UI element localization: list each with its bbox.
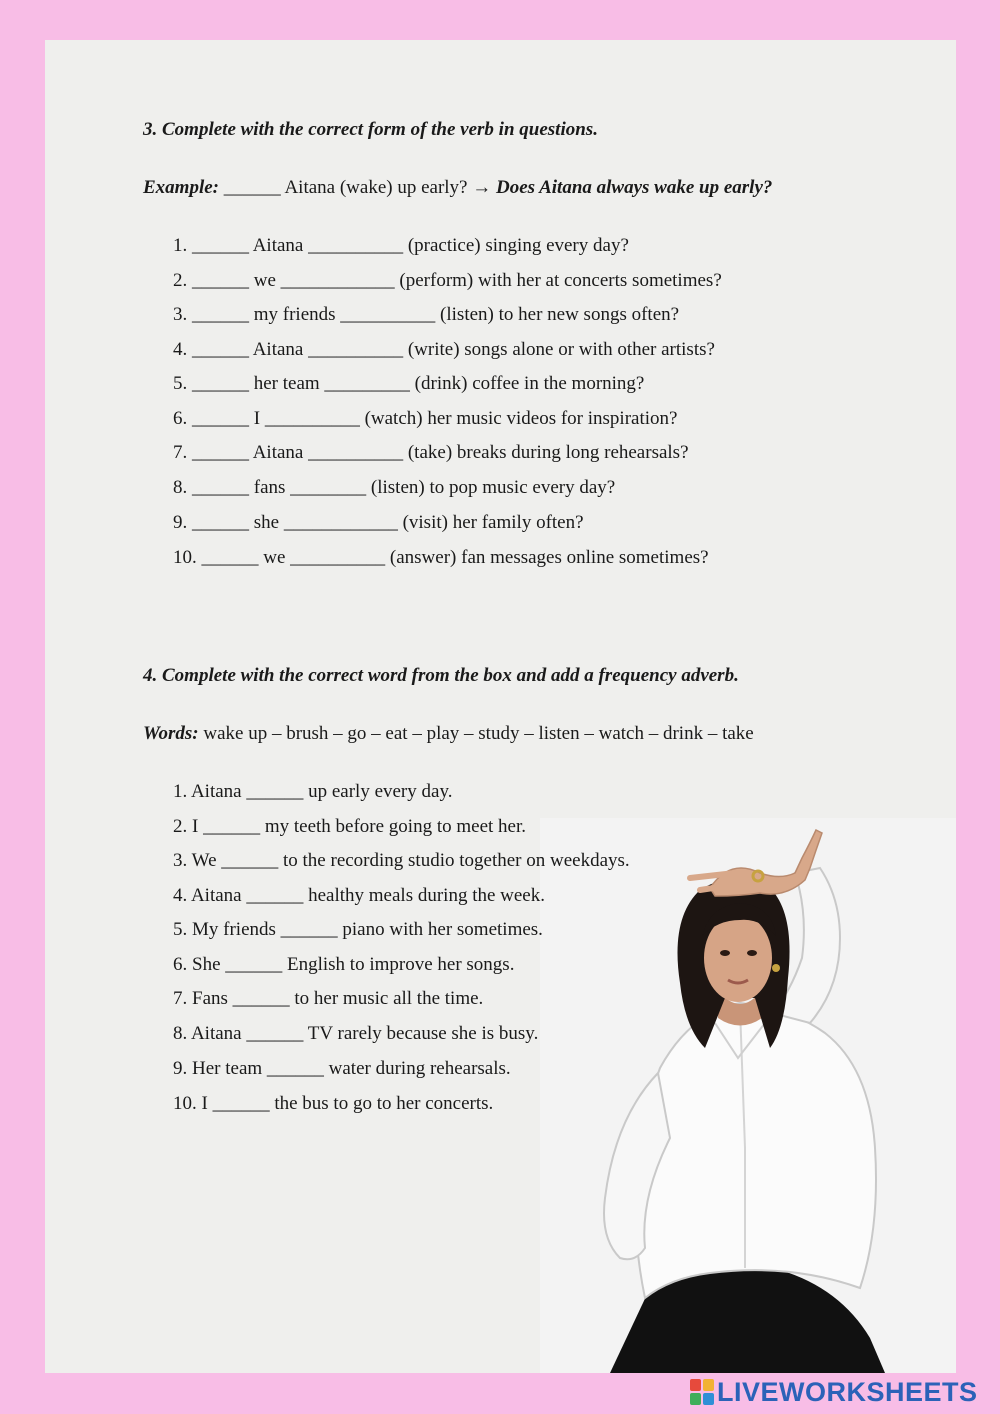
words-label: Words:: [143, 723, 199, 744]
liveworksheets-logo-icon: [690, 1379, 714, 1405]
woman-photo: [540, 818, 956, 1373]
list-item: 10. I ______ the bus to go to her concerts.: [173, 1093, 494, 1114]
list-item: 2. ______ we ____________ (perform) with her at concerts sometimes?: [173, 270, 722, 291]
list-item: 4. Aitana ______ healthy meals during the week.: [173, 885, 545, 906]
list-item: 7. Fans ______ to her music all the time.: [173, 988, 484, 1009]
list-item: 3. ______ my friends __________ (listen) to her new songs often?: [173, 304, 680, 325]
section3-heading: 3. Complete with the correct form of the verb in questions.: [143, 119, 598, 140]
list-item: 3. We ______ to the recording studio together on weekdays.: [173, 850, 630, 871]
worksheet-page: [45, 40, 956, 1373]
example-label: Example:: [143, 177, 219, 198]
list-item: 9. ______ she ____________ (visit) her family often?: [173, 512, 584, 533]
words-list: wake up – brush – go – eat – play – study – listen – watch – drink – take: [203, 723, 754, 744]
list-item: 2. I ______ my teeth before going to meet her.: [173, 816, 526, 837]
list-item: 6. ______ I __________ (watch) her music videos for inspiration?: [173, 408, 678, 429]
section4-heading: 4. Complete with the correct word from the box and add a frequency adverb.: [143, 665, 739, 686]
list-item: 5. ______ her team _________ (drink) coffee in the morning?: [173, 373, 645, 394]
list-item: 5. My friends ______ piano with her sometimes.: [173, 919, 543, 940]
list-item: 9. Her team ______ water during rehearsals.: [173, 1058, 511, 1079]
list-item: 8. Aitana ______ TV rarely because she is busy.: [173, 1023, 539, 1044]
list-item: 1. ______ Aitana __________ (practice) singing every day?: [173, 235, 629, 256]
list-item: 10. ______ we __________ (answer) fan messages online sometimes?: [173, 547, 709, 568]
example-answer: Does Aitana always wake up early?: [496, 177, 773, 198]
section4-word-box: [143, 723, 754, 745]
list-item: 7. ______ Aitana __________ (take) breaks during long rehearsals?: [173, 442, 689, 463]
list-item: 6. She ______ English to improve her songs.: [173, 954, 515, 975]
section3-example: [143, 177, 772, 199]
list-item: 1. Aitana ______ up early every day.: [173, 781, 453, 802]
example-prompt: ______ Aitana (wake) up early? →: [223, 177, 492, 198]
list-item: 4. ______ Aitana __________ (write) songs alone or with other artists?: [173, 339, 715, 360]
liveworksheets-logo[interactable]: [690, 1376, 990, 1408]
list-item: 8. ______ fans ________ (listen) to pop music every day?: [173, 477, 616, 498]
logo-text: LIVEWORKSHEETS: [717, 1377, 978, 1407]
